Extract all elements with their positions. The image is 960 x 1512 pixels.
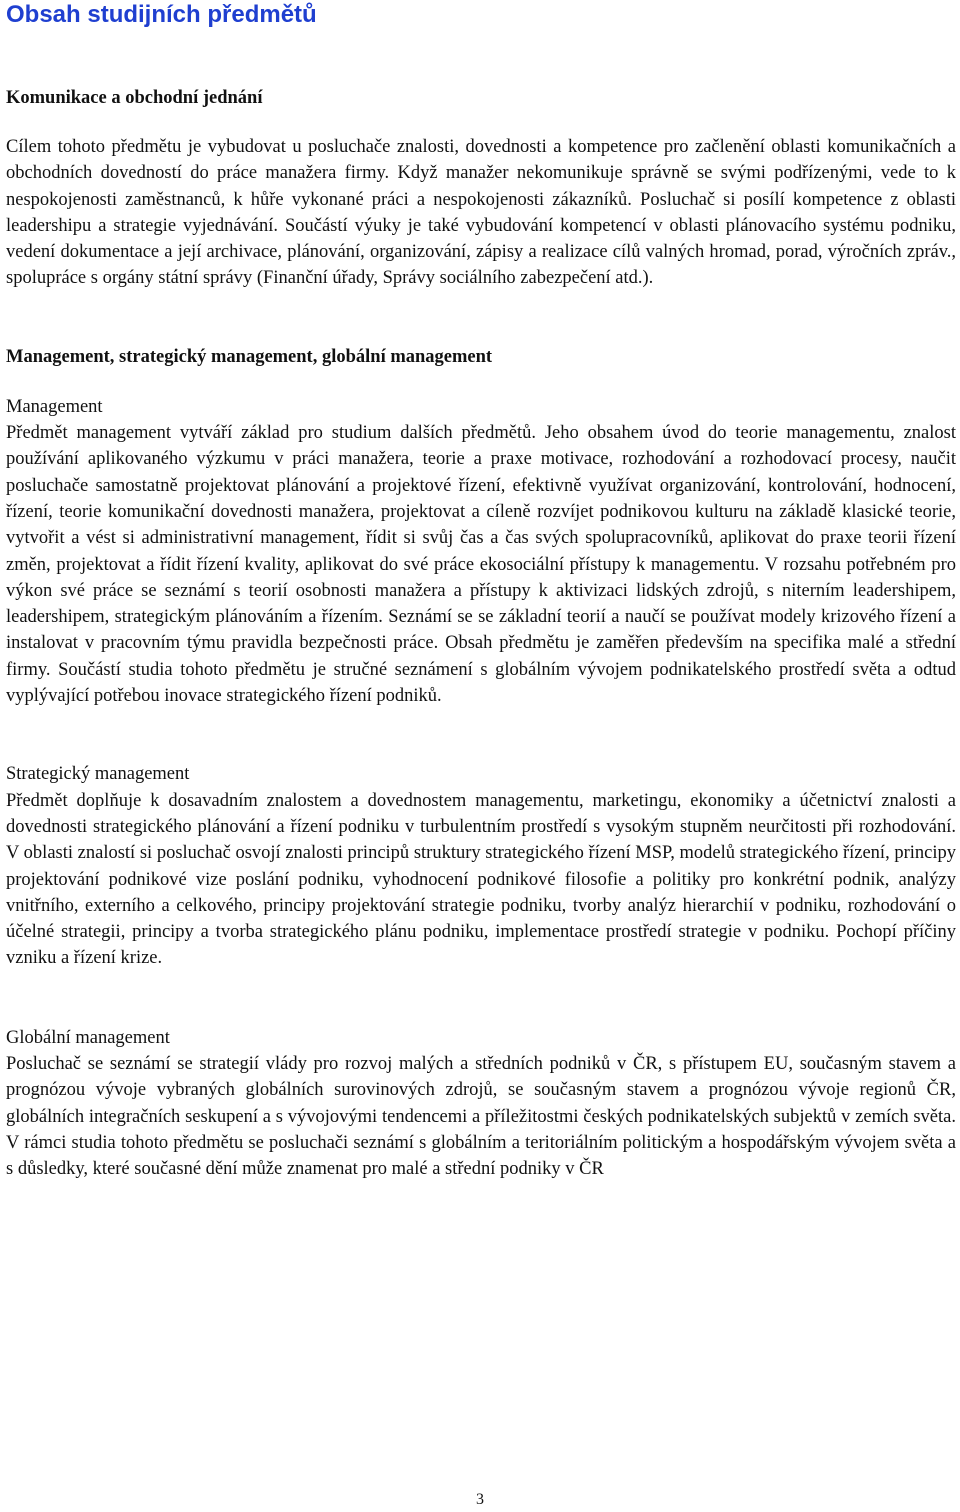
section-komunikace [6,85,956,292]
section-heading-komunikace: Komunikace a obchodní jednání [6,88,263,108]
subsection-text-strategic-management: Předmět doplňuje k dosavadním znalostem a dovednostem managementu, marketingu, ekonomiky a účetnictví znalosti a dovednosti strategického plánování a řízení podniku v turbulentním prostředí s vysokým stupněm neurčitosti při rozhodování. V oblasti znalostí si posluchač osvojí znalosti principů struktury strategického řízení MSP, modelů strategického řízení, principy projektování podnikové vize poslání podniku, vyhodnocení podnikové filosofie a politiky pro konkrétní podnik, analýzy vnitřního, externího a celkového, principy projektování strategie podniku, tvorby analýz hierarchií v podniku, rozhodování o účelné strategii, principy a tvorba strategického plánu podniku, implementace prostředí strategie v podniku. Pochopí příčiny vzniku a řízení krize. [6,790,956,969]
subsection-heading-management: Management [6,396,103,417]
section-management-group [6,344,956,1183]
document-title: Obsah studijních předmětů [6,1,317,28]
section-heading-management-group: Management, strategický management, globální management [6,346,493,367]
subsection-heading-global-management: Globální management [6,1027,170,1048]
section-text-komunikace: Cílem tohoto předmětu je vybudovat u posluchače znalosti, dovednosti a kompetence pro začlenění oblasti komunikačních a obchodních dovedností do práce manažera firmy. Když manažer nekomunikuje správně se svými podřízenými, vede to k nespokojenosti zaměstnanců, k hůře vykonané práci a nespokojenosti zákazníků. Posluchač si posílí kompetence z oblasti leadershipu a strategie vyjednávání. Součástí výuky je také vybudování kompetencí v oblasti plánovacího systému podniku, vedení dokumentace a její archivace, plánování, organizování, zápisy a realizace cílů valných hromad, porad, výročních zpráv., spolupráce s orgány státní správy (Finanční úřady, Správy sociálního zabezpečení atd.). [6,137,956,289]
subsection-heading-strategic-management: Strategický management [6,764,190,785]
subsection-strategic-management [6,761,956,971]
document-page [6,0,956,1183]
subsection-text-global-management: Posluchač se seznámí se strategií vlády pro rozvoj malých a středních podniků v ČR, s přístupem EU, současným stavem a prognózou vývoje vybraných globálních surovinových zdrojů, se současným stavem a prognózou vývoje regionů ČR, globálních integračních seskupení a s vývojovými tendencemi a příležitostmi českých podnikatelských subjektů v zemích světa. V rámci studia tohoto předmětu se posluchači seznámí s globálním a teritoriálním politickým a hospodářským vývojem světa a s důsledky, které současné dění může znamenat pro malé a střední podniky v ČR [6,1054,956,1180]
page-number: 3 [476,1491,484,1508]
subsection-global-management [6,1025,956,1183]
subsection-text-management: Předmět management vytváří základ pro studium dalších předmětů. Jeho obsahem úvod do teorie managementu, znalost používání aplikovaného výzkumu v práci manažera, teorie a praxe motivace, rozhodování a rozhodovací procesy, naučit posluchače samostatně projektovat plánování a projektové řízení, efektivně využívat organizování, kontrolování, hodnocení, řízení, teorie komunikační dovednosti manažera, projektovat a cíleně rozvíjet podnikovou kulturu na základě klasické teorie, vytvořit a vést si administrativní management, řídit si svůj čas a čas svých spolupracovníků, aplikovat do praxe teorii řízení změn, projektovat a řídit řízení kvality, aplikovat do své práce ekosociální přístupy k managementu. V rozsahu potřebném pro výkon své práce se seznámí s teorií osobnosti manažera a přístupy k aktivizaci lidských zdrojů, s niterním leadershipem, leadershipem, strategickým plánováním a řízením. Seznámí se se základní teorií a naučí se používat modely krizového řízení a instalovat v pracovním týmu pravidla bezpečnosti práce. Obsah předmětu je zaměřen především na specifika malé a střední firmy. Součástí studia tohoto předmětu je stručné seznámení s globálním vývojem podnikatelského prostředí světa a odtud vyplývající potřebou inovace strategického řízení podniků. [6,423,956,707]
subsection-management [6,394,956,710]
